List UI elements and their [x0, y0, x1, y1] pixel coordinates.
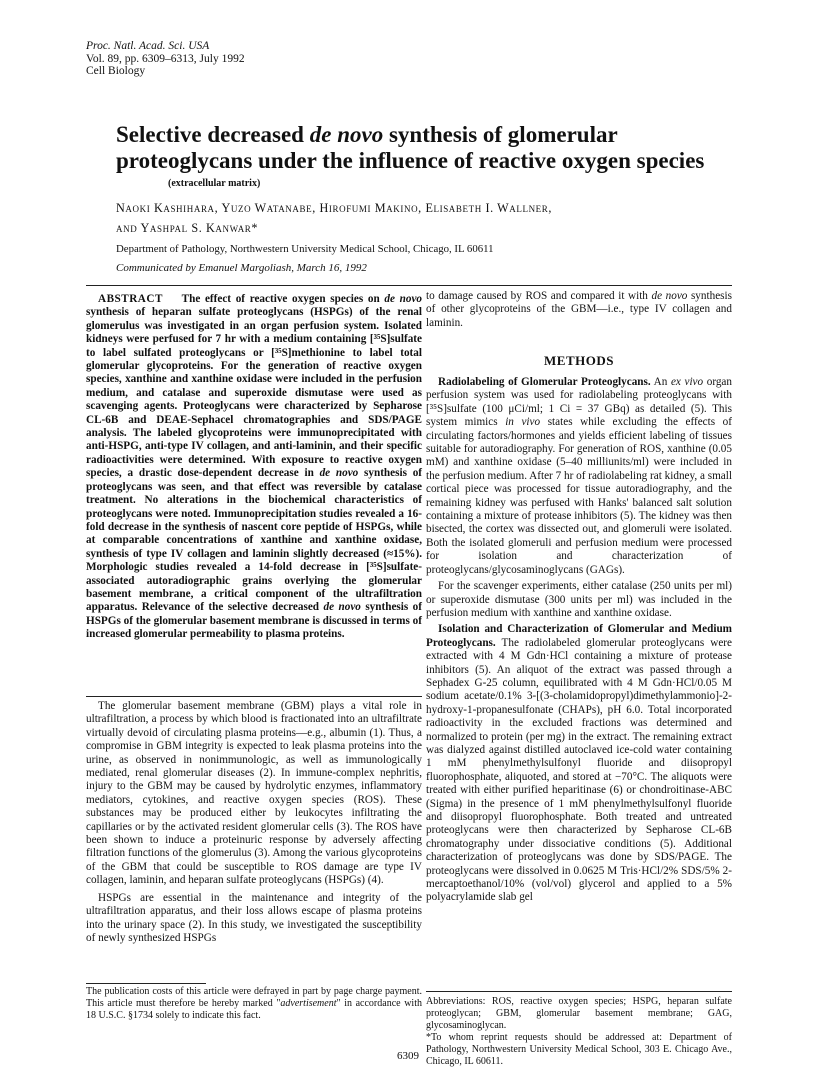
communicated-by: Communicated by Emanuel Margoliash, March 16, 1992	[116, 262, 367, 274]
affiliation: Department of Pathology, Northwestern University Medical School, Chicago, IL 60611	[116, 243, 494, 255]
abstract-text: synthesis of heparan sulfate proteoglycans (HSPGs) of the renal glomerulus was investigated in an organ perfusion system. Isolated kidneys were perfused for 7 hr with a medium containing [³⁵S]sulfate to label sulfated proteoglycans or [³⁵S]methionine to label total glomerular glycoproteins. For the generation of reactive oxygen species, xanthine and xanthine oxidase were included in the perfusion medium, and catalase and superoxide dismutase were used as scavenging agents. Proteoglycans were characterized by Sepharose CL-6B and DEAE-Sephacel chromatographies and SDS/PAGE analysis. The labeled glycoproteins were immunoprecipitated with anti-HSPG, anti-type IV collagen, and anti-laminin, and their specific radioactivities were determined. With exposure to reactive oxygen species, a drastic dose-dependent decrease in	[86, 306, 422, 480]
abstract-italic: de novo	[384, 293, 422, 305]
methods-italic: ex vivo	[670, 376, 704, 388]
keywords: (extracellular matrix)	[168, 178, 261, 189]
journal-volume: Vol. 89, pp. 6309–6313, July 1992	[86, 52, 245, 65]
abstract-italic: de novo	[323, 601, 361, 614]
subheading: Isolation and Characterization of Glomerular and Medium Proteoglycans.	[426, 623, 732, 649]
authors-line-1: Naoki Kashihara, Yuzo Watanabe, Hirofumi Makino, Elisabeth I. Wallner,	[116, 201, 553, 215]
methods-paragraph	[426, 376, 732, 577]
methods-paragraph: For the scavenger experiments, either catalase (250 units per ml) or superoxide dismutase (300 units per ml) was included in the perfusion medium with xanthine and xanthine oxidase.	[426, 580, 732, 619]
subheading: Radiolabeling of Glomerular Proteoglycans.	[438, 376, 651, 388]
article-title	[116, 122, 756, 174]
intro-text: to damage caused by ROS and compared it with	[426, 290, 652, 302]
abbreviations: Abbreviations: ROS, reactive oxygen species; HSPG, heparan sulfate proteoglycan; GBM, glomerular basement membrane; GAG, glycosaminoglycan.	[426, 996, 732, 1031]
correspondence: *To whom reprint requests should be addressed at: Department of Pathology, Northwestern University Medical School, 303 E. Chicago Ave., Chicago, IL 60611.	[426, 1032, 732, 1067]
methods-text: states while excluding the effects of circulating factors/hormones and yields efficient labeling of tissues suitable for autoradiography. For generation of ROS, xanthine (0.05 mM) and xanthine oxidase (5–40 milliunits/ml) were included in the perfusion medium. After 7 hr of radiolabeling rat kidney, a small cortical piece was processed for tissue autoradiography, and the remaining kidney was perfused with Hanks' balanced salt solution containing a mixture of protease inhibitors (5). The kidney was then bisected, the cortex was dissected out, and glomeruli were isolated. Both the isolated glomeruli and perfusion medium were processed for isolation and characterization of proteoglycans/glycosaminoglycans (GAGs).	[426, 416, 732, 576]
abstract-heading: ABSTRACT	[98, 293, 163, 305]
introduction	[86, 700, 422, 945]
methods-text: organ perfusion system was used for radiolabeling proteoglycans with [³⁵S]sulfate (100 μCi/ml; 1 Ci = 37 GBq) as detailed (5). This system mimics	[426, 376, 732, 429]
divider	[86, 696, 422, 697]
intro-text: synthesis of other glycoproteins of the GBM—i.e., type IV collagen and laminin.	[426, 290, 732, 329]
methods-paragraph	[426, 623, 732, 905]
title-text-1: Selective decreased	[116, 122, 310, 147]
methods-text: The radiolabeled glomerular proteoglycans were extracted with 4 M Gdn·HCl containing a mixture of protease inhibitors (5). An aliquot of the extract was passed through a Sephadex G-25 column, equilibrated with 4 M Gdn·HCl/0.05 M sodium acetate/0.1% 3-[(3-cholamidopropyl)dimethylammonio]-2-hydroxy-1-propanesulfonate (CHAPs), pH 6.0. Total incorporated radioactivity in the excluded fractions was determined and normalized to protein (per mg) in the extract. The remaining extract was dialyzed against distilled autoclaved ice-cold water containing 1 mM phenylmethylsulfonyl fluoride and diisopropyl fluorophosphate, aliquoted, and stored at −70°C. The aliquots were treated with either purified heparitinase (6) or chondroitinase-ABC (Sigma) in the presence of 1 mM phenylmethylsulfonyl fluoride and diisopropyl fluorophosphate. Both treated and untreated proteoglycans were then characterized by Sepharose CL-6B chromatography under dissociative conditions (5). Additional characterization of proteoglycans was done by SDS/PAGE. The proteoglycans were dissolved in 0.0625 M Tris·HCl/2% SDS/5% 2-mercaptoethanol/10% (vol/vol) glycerol and applied to a 5% polyacrylamide slab gel	[426, 636, 732, 904]
pubnote-italic: advertisement	[280, 998, 337, 1009]
authors	[116, 198, 736, 238]
methods-text: An	[650, 376, 671, 388]
methods	[426, 376, 732, 905]
intro-continued	[426, 290, 732, 330]
abstract	[86, 293, 422, 642]
page-number: 6309	[397, 1050, 419, 1062]
methods-italic: in vivo	[505, 416, 541, 429]
divider	[86, 285, 732, 286]
pubnote-text: The publication costs of this article were defrayed in part by page charge payment. This article must therefore be hereby marked "	[86, 986, 422, 1009]
journal-section: Cell Biology	[86, 65, 146, 77]
journal-header	[86, 40, 245, 78]
journal-name: Proc. Natl. Acad. Sci. USA	[86, 40, 210, 52]
title-text-2: synthesis of glomerular proteoglycans under the influence of reactive oxygen species	[116, 122, 705, 173]
publication-note	[86, 986, 422, 1022]
intro-italic: de novo	[651, 290, 688, 302]
pubnote-text: " in accordance with 18 U.S.C. §1734 solely to indicate this fact.	[86, 998, 422, 1021]
abstract-text: synthesis of proteoglycans was seen, and that effect was reversible by catalase treatment. No alterations in the biochemical characteristics of proteoglycans were noted. Immunoprecipitation studies revealed a 16-fold decrease in the synthesis of nascent core peptide of HSPGs, while at comparable concentrations of xanthine and xanthine oxidase, synthesis of type IV collagen and laminin slightly decreased (≈15%). Morphologic studies revealed a 14-fold decrease in [³⁵S]sulfate-associated autoradiographic grains overlying the glomerular basement membrane, a critical component of the ultrafiltration apparatus. Relevance of the selective decreased	[86, 467, 423, 614]
abstract-italic: de novo	[319, 467, 359, 480]
title-italic: de novo	[309, 122, 384, 147]
abstract-text: The effect of reactive oxygen species on	[181, 293, 385, 305]
abstract-text: synthesis of HSPGs of the glomerular basement membrane is discussed in terms of increased glomerular permeability to plasma proteins.	[86, 601, 423, 641]
intro-paragraph: The glomerular basement membrane (GBM) plays a vital role in ultrafiltration, a process by which blood is fractionated into an ultrafiltrate virtually devoid of circulating plasma proteins—e.g., albumin (1). Thus, a compromise in GBM integrity is expected to leak plasma proteins into the urine, as observed in nonimmunologic, as well as immunologically mediated, renal glomerular diseases (2). In immune-complex nephritis, injury to the GBM may be caused by hydrolytic enzymes, inflammatory mediators, cytokines, and reactive oxygen species (ROS). These substances may be produced either by leukocytes infiltrating the capillaries or by the activated resident glomerular cells (3). The ROS have been shown to induce a proteinuric response by adversely affecting filtration functions of the glomerulus (3). Among the various glycoproteins of the GBM that could be susceptible to ROS damage are type IV collagen, laminin, and heparan sulfate proteoglycans (HSPGs) (4).	[86, 700, 422, 887]
divider	[426, 991, 732, 992]
section-heading: METHODS	[544, 353, 614, 368]
intro-paragraph: HSPGs are essential in the maintenance and integrity of the ultrafiltration apparatus, and their loss allows escape of plasma proteins into the urinary space (2). In this study, we investigated the susceptibility of newly synthesized HSPGs	[86, 891, 422, 944]
divider	[86, 983, 206, 984]
authors-line-2: and Yashpal S. Kanwar*	[116, 221, 259, 235]
